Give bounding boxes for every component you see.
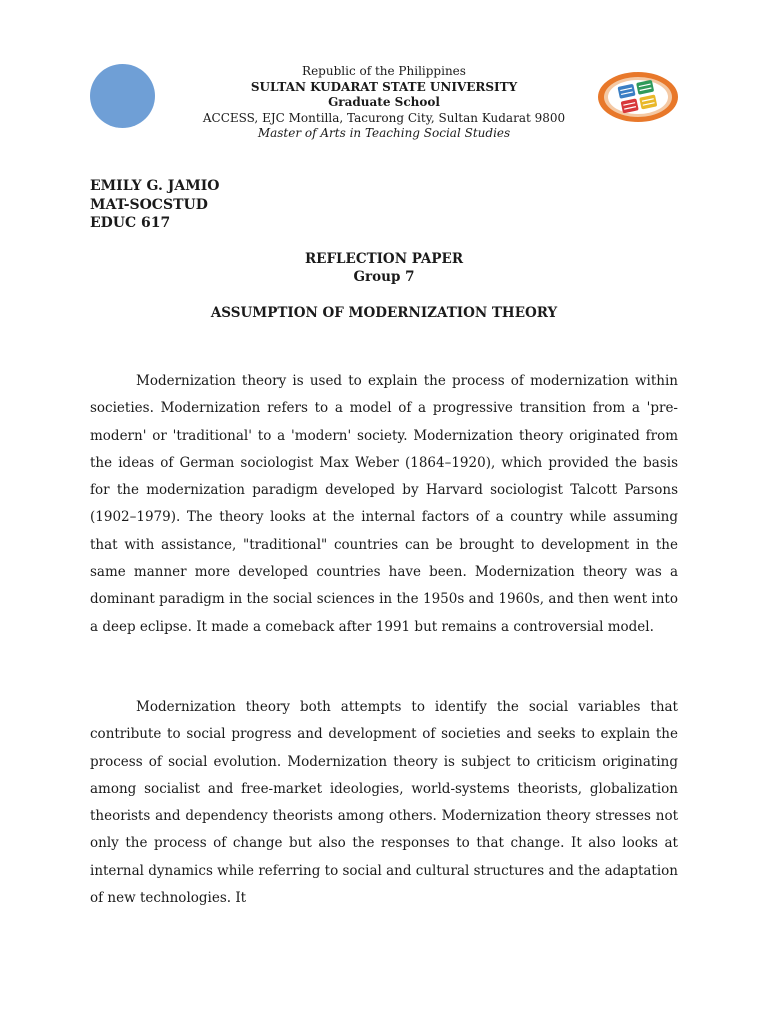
paper-title: ASSUMPTION OF MODERNIZATION THEORY xyxy=(210,305,558,321)
university-address: ACCESS, EJC Montilla, Tacurong City, Sultan Kudarat 9800 xyxy=(202,110,566,125)
university-name: SULTAN KUDARAT STATE UNIVERSITY xyxy=(250,79,518,94)
republic-line: Republic of the Philippines xyxy=(302,64,466,78)
paper-group: Group 7 xyxy=(353,269,415,285)
school-name: Graduate School xyxy=(328,95,440,109)
program-name: Master of Arts in Teaching Social Studies xyxy=(257,126,511,140)
paper-heading xyxy=(90,250,678,286)
author-name: EMILY G. JAMIO xyxy=(90,178,220,194)
body-paragraph-2: Modernization theory both attempts to identify the social variables that contribute to social progress and development of societies and seeks to explain the process of social evolution. Modernization theory is subject to criticism originating among socialist and free-market ideologies, world-systems theorists, globalization theorists and dependency theorists among others. Modernization theory stresses not only the process of change but also the responses to that change. It also looks at internal dynamics while referring to social and cultural structures and the adaptation of new technologies. It xyxy=(90,699,678,907)
author-block xyxy=(90,177,219,233)
author-course: MAT-SOCSTUD xyxy=(90,196,208,213)
letterhead xyxy=(170,64,598,142)
paper-type: REFLECTION PAPER xyxy=(304,251,464,267)
author-subject-code: EDUC 617 xyxy=(90,215,171,231)
body-paragraph-1: Modernization theory is used to explain the process of modernization within societies. Modernization refers to a model of a progressive transition from a 'pre-modern' or 'traditional' to a 'modern' society. Modernization theory originated from the ideas of German sociologist Max Weber (1864–1920), which provided the basis for the modernization paradigm developed by Harvard sociologist Talcott Parsons (1902–1979). The theory looks at the internal factors of a country while assuming that with assistance, "traditional" countries can be brought to development in the same manner more developed countries have been. Modernization theory was a dominant paradigm in the social sciences in the 1950s and 1960s, and then went into a deep eclipse. It made a comeback after 1991 but remains a controversial model. xyxy=(90,373,678,635)
graduate-school-logo-icon xyxy=(596,70,680,124)
university-seal-icon xyxy=(90,64,155,128)
